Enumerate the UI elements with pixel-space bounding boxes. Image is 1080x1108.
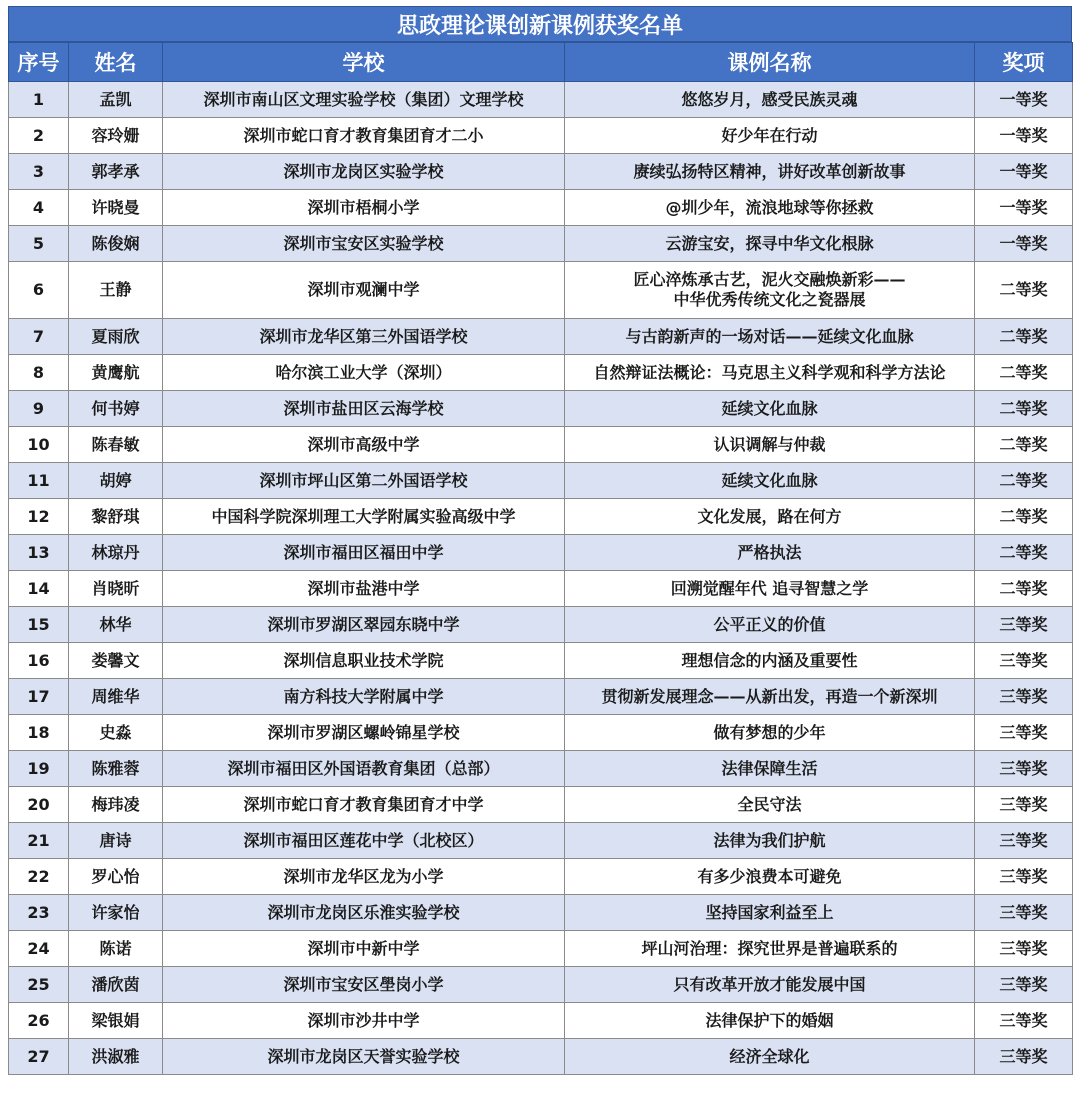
student-name-cell: 何书婷: [69, 391, 163, 427]
course-title-line: 延续文化血脉: [721, 470, 818, 490]
row-number-cell: 13: [9, 535, 69, 571]
row-number-cell: 14: [9, 571, 69, 607]
student-name-cell: 王静: [69, 262, 163, 319]
award-level-cell: 三等奖: [975, 895, 1073, 931]
student-name-cell: 胡婷: [69, 463, 163, 499]
award-level-cell: 二等奖: [975, 262, 1073, 319]
table-row: [9, 319, 1073, 355]
school-cell: 深圳市观澜中学: [163, 262, 565, 319]
row-number-cell: 15: [9, 607, 69, 643]
course-title-cell: [565, 967, 975, 1003]
school-cell: 深圳市南山区文理实验学校（集团）文理学校: [163, 82, 565, 118]
student-name-cell: 梅玮凌: [69, 787, 163, 823]
school-cell: 深圳市中新中学: [163, 931, 565, 967]
award-level-cell: 三等奖: [975, 787, 1073, 823]
table-row: [9, 262, 1073, 319]
row-number-cell: 23: [9, 895, 69, 931]
award-list-sheet: [8, 6, 1072, 1075]
student-name-cell: 夏雨欣: [69, 319, 163, 355]
award-level-cell: 二等奖: [975, 571, 1073, 607]
school-cell: 深圳市沙井中学: [163, 1003, 565, 1039]
award-level-cell: 一等奖: [975, 190, 1073, 226]
school-cell: 南方科技大学附属中学: [163, 679, 565, 715]
school-cell: 中国科学院深圳理工大学附属实验高级中学: [163, 499, 565, 535]
course-title-line: 自然辩证法概论：马克思主义科学观和科学方法论: [593, 362, 946, 382]
table-row: [9, 571, 1073, 607]
table-row: [9, 859, 1073, 895]
row-number-cell: 25: [9, 967, 69, 1003]
school-cell: 深圳市蛇口育才教育集团育才中学: [163, 787, 565, 823]
student-name-cell: 郭孝承: [69, 154, 163, 190]
student-name-cell: 史淼: [69, 715, 163, 751]
school-cell: 深圳市龙岗区乐淮实验学校: [163, 895, 565, 931]
award-level-cell: 一等奖: [975, 226, 1073, 262]
course-title-cell: [565, 82, 975, 118]
school-cell: 深圳市蛇口育才教育集团育才二小: [163, 118, 565, 154]
row-number-cell: 4: [9, 190, 69, 226]
table-body: [9, 82, 1073, 1075]
award-table: [8, 42, 1073, 1075]
school-cell: 深圳市高级中学: [163, 427, 565, 463]
row-number-cell: 1: [9, 82, 69, 118]
row-number-cell: 12: [9, 499, 69, 535]
student-name-cell: 许晓曼: [69, 190, 163, 226]
row-number-cell: 7: [9, 319, 69, 355]
school-cell: 深圳市龙华区龙为小学: [163, 859, 565, 895]
student-name-cell: 梁银娟: [69, 1003, 163, 1039]
table-row: [9, 391, 1073, 427]
table-row: [9, 679, 1073, 715]
table-row: [9, 226, 1073, 262]
student-name-cell: 黄鹰航: [69, 355, 163, 391]
row-number-cell: 11: [9, 463, 69, 499]
row-number-cell: 17: [9, 679, 69, 715]
award-level-cell: 一等奖: [975, 118, 1073, 154]
school-cell: 深圳市坪山区第二外国语学校: [163, 463, 565, 499]
table-row: [9, 154, 1073, 190]
course-title-cell: [565, 643, 975, 679]
row-number-cell: 6: [9, 262, 69, 319]
student-name-cell: 周维华: [69, 679, 163, 715]
table-row: [9, 190, 1073, 226]
course-title-cell: [565, 751, 975, 787]
course-title-cell: [565, 787, 975, 823]
table-row: [9, 823, 1073, 859]
course-title-line: 法律保障生活: [721, 758, 818, 778]
award-level-cell: 三等奖: [975, 607, 1073, 643]
award-level-cell: 三等奖: [975, 643, 1073, 679]
course-title-cell: [565, 1039, 975, 1075]
course-title-cell: [565, 679, 975, 715]
course-title-line: 悠悠岁月，感受民族灵魂: [681, 89, 858, 109]
award-level-cell: 三等奖: [975, 1039, 1073, 1075]
row-number-cell: 20: [9, 787, 69, 823]
header-course: 课例名称: [565, 43, 975, 82]
award-level-cell: 二等奖: [975, 499, 1073, 535]
table-row: [9, 499, 1073, 535]
row-number-cell: 8: [9, 355, 69, 391]
student-name-cell: 洪淑雅: [69, 1039, 163, 1075]
course-title-cell: [565, 118, 975, 154]
table-row: [9, 1039, 1073, 1075]
school-cell: 哈尔滨工业大学（深圳）: [163, 355, 565, 391]
award-level-cell: 三等奖: [975, 931, 1073, 967]
course-title-line: 匠心淬炼承古艺，泥火交融焕新彩——: [633, 270, 906, 289]
school-cell: 深圳市龙岗区实验学校: [163, 154, 565, 190]
student-name-cell: 孟凯: [69, 82, 163, 118]
course-title-cell: [565, 571, 975, 607]
table-row: [9, 355, 1073, 391]
row-number-cell: 2: [9, 118, 69, 154]
award-level-cell: 二等奖: [975, 391, 1073, 427]
course-title-cell: [565, 499, 975, 535]
student-name-cell: 黎舒琪: [69, 499, 163, 535]
school-cell: 深圳市盐田区云海学校: [163, 391, 565, 427]
course-title-line: 做有梦想的少年: [713, 722, 826, 742]
row-number-cell: 24: [9, 931, 69, 967]
course-title-line: 文化发展，路在何方: [697, 506, 842, 526]
course-title-cell: [565, 895, 975, 931]
course-title-cell: [565, 190, 975, 226]
course-title-cell: [565, 355, 975, 391]
row-number-cell: 5: [9, 226, 69, 262]
course-title-line: 法律保护下的婚姻: [705, 1010, 834, 1030]
course-title-cell: [565, 607, 975, 643]
school-cell: 深圳市罗湖区翠园东晓中学: [163, 607, 565, 643]
row-number-cell: 27: [9, 1039, 69, 1075]
course-title-line: 全民守法: [737, 794, 802, 814]
table-row: [9, 82, 1073, 118]
course-title-line: 严格执法: [737, 542, 802, 562]
course-title-line: 延续文化血脉: [721, 398, 818, 418]
course-title-line: 有多少浪费本可避免: [697, 866, 842, 886]
course-title-cell: [565, 226, 975, 262]
student-name-cell: 罗心怡: [69, 859, 163, 895]
row-number-cell: 16: [9, 643, 69, 679]
course-title-line: 经济全球化: [729, 1046, 810, 1066]
student-name-cell: 林华: [69, 607, 163, 643]
row-number-cell: 10: [9, 427, 69, 463]
course-title-line: 认识调解与仲裁: [713, 434, 826, 454]
table-row: [9, 1003, 1073, 1039]
table-row: [9, 787, 1073, 823]
course-title-cell: [565, 154, 975, 190]
course-title-line: 法律为我们护航: [713, 830, 826, 850]
student-name-cell: 潘欣茵: [69, 967, 163, 1003]
course-title-cell: [565, 262, 975, 319]
award-level-cell: 二等奖: [975, 535, 1073, 571]
school-cell: 深圳市罗湖区螺岭锦星学校: [163, 715, 565, 751]
table-row: [9, 118, 1073, 154]
course-title-cell: [565, 715, 975, 751]
award-level-cell: 二等奖: [975, 427, 1073, 463]
school-cell: 深圳信息职业技术学院: [163, 643, 565, 679]
student-name-cell: 肖晓昕: [69, 571, 163, 607]
school-cell: 深圳市宝安区实验学校: [163, 226, 565, 262]
course-title-line: 只有改革开放才能发展中国: [673, 974, 866, 994]
award-level-cell: 三等奖: [975, 679, 1073, 715]
school-cell: 深圳市福田区莲花中学（北校区）: [163, 823, 565, 859]
course-title-line: 赓续弘扬特区精神，讲好改革创新故事: [633, 161, 906, 181]
course-title-cell: [565, 535, 975, 571]
student-name-cell: 容玲姗: [69, 118, 163, 154]
header-award: 奖项: [975, 43, 1073, 82]
row-number-cell: 3: [9, 154, 69, 190]
course-title-line: 坪山河治理：探究世界是普遍联系的: [641, 938, 898, 958]
course-title-line: 中华优秀传统文化之瓷器展: [673, 290, 866, 309]
row-number-cell: 22: [9, 859, 69, 895]
course-title-cell: [565, 319, 975, 355]
row-number-cell: 26: [9, 1003, 69, 1039]
student-name-cell: 唐诗: [69, 823, 163, 859]
row-number-cell: 18: [9, 715, 69, 751]
course-title-cell: [565, 463, 975, 499]
table-row: [9, 535, 1073, 571]
row-number-cell: 9: [9, 391, 69, 427]
course-title-cell: [565, 1003, 975, 1039]
award-level-cell: 三等奖: [975, 823, 1073, 859]
course-title-line: 贯彻新发展理念——从新出发，再造一个新深圳: [601, 686, 938, 706]
table-row: [9, 895, 1073, 931]
course-title-line: 公平正义的价值: [713, 614, 826, 634]
course-title-line: @圳少年，流浪地球等你拯救: [665, 197, 874, 217]
student-name-cell: 陈诺: [69, 931, 163, 967]
school-cell: 深圳市福田区外国语教育集团（总部）: [163, 751, 565, 787]
award-level-cell: 二等奖: [975, 319, 1073, 355]
course-title-cell: [565, 859, 975, 895]
table-row: [9, 715, 1073, 751]
table-row: [9, 607, 1073, 643]
award-level-cell: 一等奖: [975, 154, 1073, 190]
course-title-line: 与古韵新声的一场对话——延续文化血脉: [625, 326, 914, 346]
table-row: [9, 751, 1073, 787]
school-cell: 深圳市龙岗区天誉实验学校: [163, 1039, 565, 1075]
course-title-cell: [565, 823, 975, 859]
header-number: 序号: [9, 43, 69, 82]
header-school: 学校: [163, 43, 565, 82]
award-level-cell: 三等奖: [975, 715, 1073, 751]
table-row: [9, 463, 1073, 499]
student-name-cell: 娄馨文: [69, 643, 163, 679]
award-level-cell: 三等奖: [975, 751, 1073, 787]
row-number-cell: 21: [9, 823, 69, 859]
header-row: [9, 43, 1073, 82]
school-cell: 深圳市梧桐小学: [163, 190, 565, 226]
school-cell: 深圳市宝安区壆岗小学: [163, 967, 565, 1003]
course-title-line: 好少年在行动: [721, 125, 818, 145]
school-cell: 深圳市盐港中学: [163, 571, 565, 607]
award-level-cell: 二等奖: [975, 355, 1073, 391]
course-title-cell: [565, 427, 975, 463]
student-name-cell: 陈春敏: [69, 427, 163, 463]
course-title-line: 坚持国家利益至上: [705, 902, 834, 922]
award-level-cell: 三等奖: [975, 1003, 1073, 1039]
school-cell: 深圳市龙华区第三外国语学校: [163, 319, 565, 355]
student-name-cell: 陈雅蓉: [69, 751, 163, 787]
row-number-cell: 19: [9, 751, 69, 787]
student-name-cell: 陈俊娴: [69, 226, 163, 262]
course-title-line: 理想信念的内涵及重要性: [681, 650, 858, 670]
table-row: [9, 931, 1073, 967]
table-row: [9, 643, 1073, 679]
award-level-cell: 三等奖: [975, 859, 1073, 895]
course-title-line: 云游宝安，探寻中华文化根脉: [665, 233, 874, 253]
table-title: 思政理论课创新课例获奖名单: [8, 6, 1072, 42]
award-level-cell: 三等奖: [975, 967, 1073, 1003]
student-name-cell: 许家怡: [69, 895, 163, 931]
award-level-cell: 二等奖: [975, 463, 1073, 499]
student-name-cell: 林琼丹: [69, 535, 163, 571]
course-title-cell: [565, 931, 975, 967]
table-row: [9, 967, 1073, 1003]
school-cell: 深圳市福田区福田中学: [163, 535, 565, 571]
table-row: [9, 427, 1073, 463]
header-name: 姓名: [69, 43, 163, 82]
course-title-cell: [565, 391, 975, 427]
course-title-line: 回溯觉醒年代 追寻智慧之学: [670, 578, 869, 598]
award-level-cell: 一等奖: [975, 82, 1073, 118]
